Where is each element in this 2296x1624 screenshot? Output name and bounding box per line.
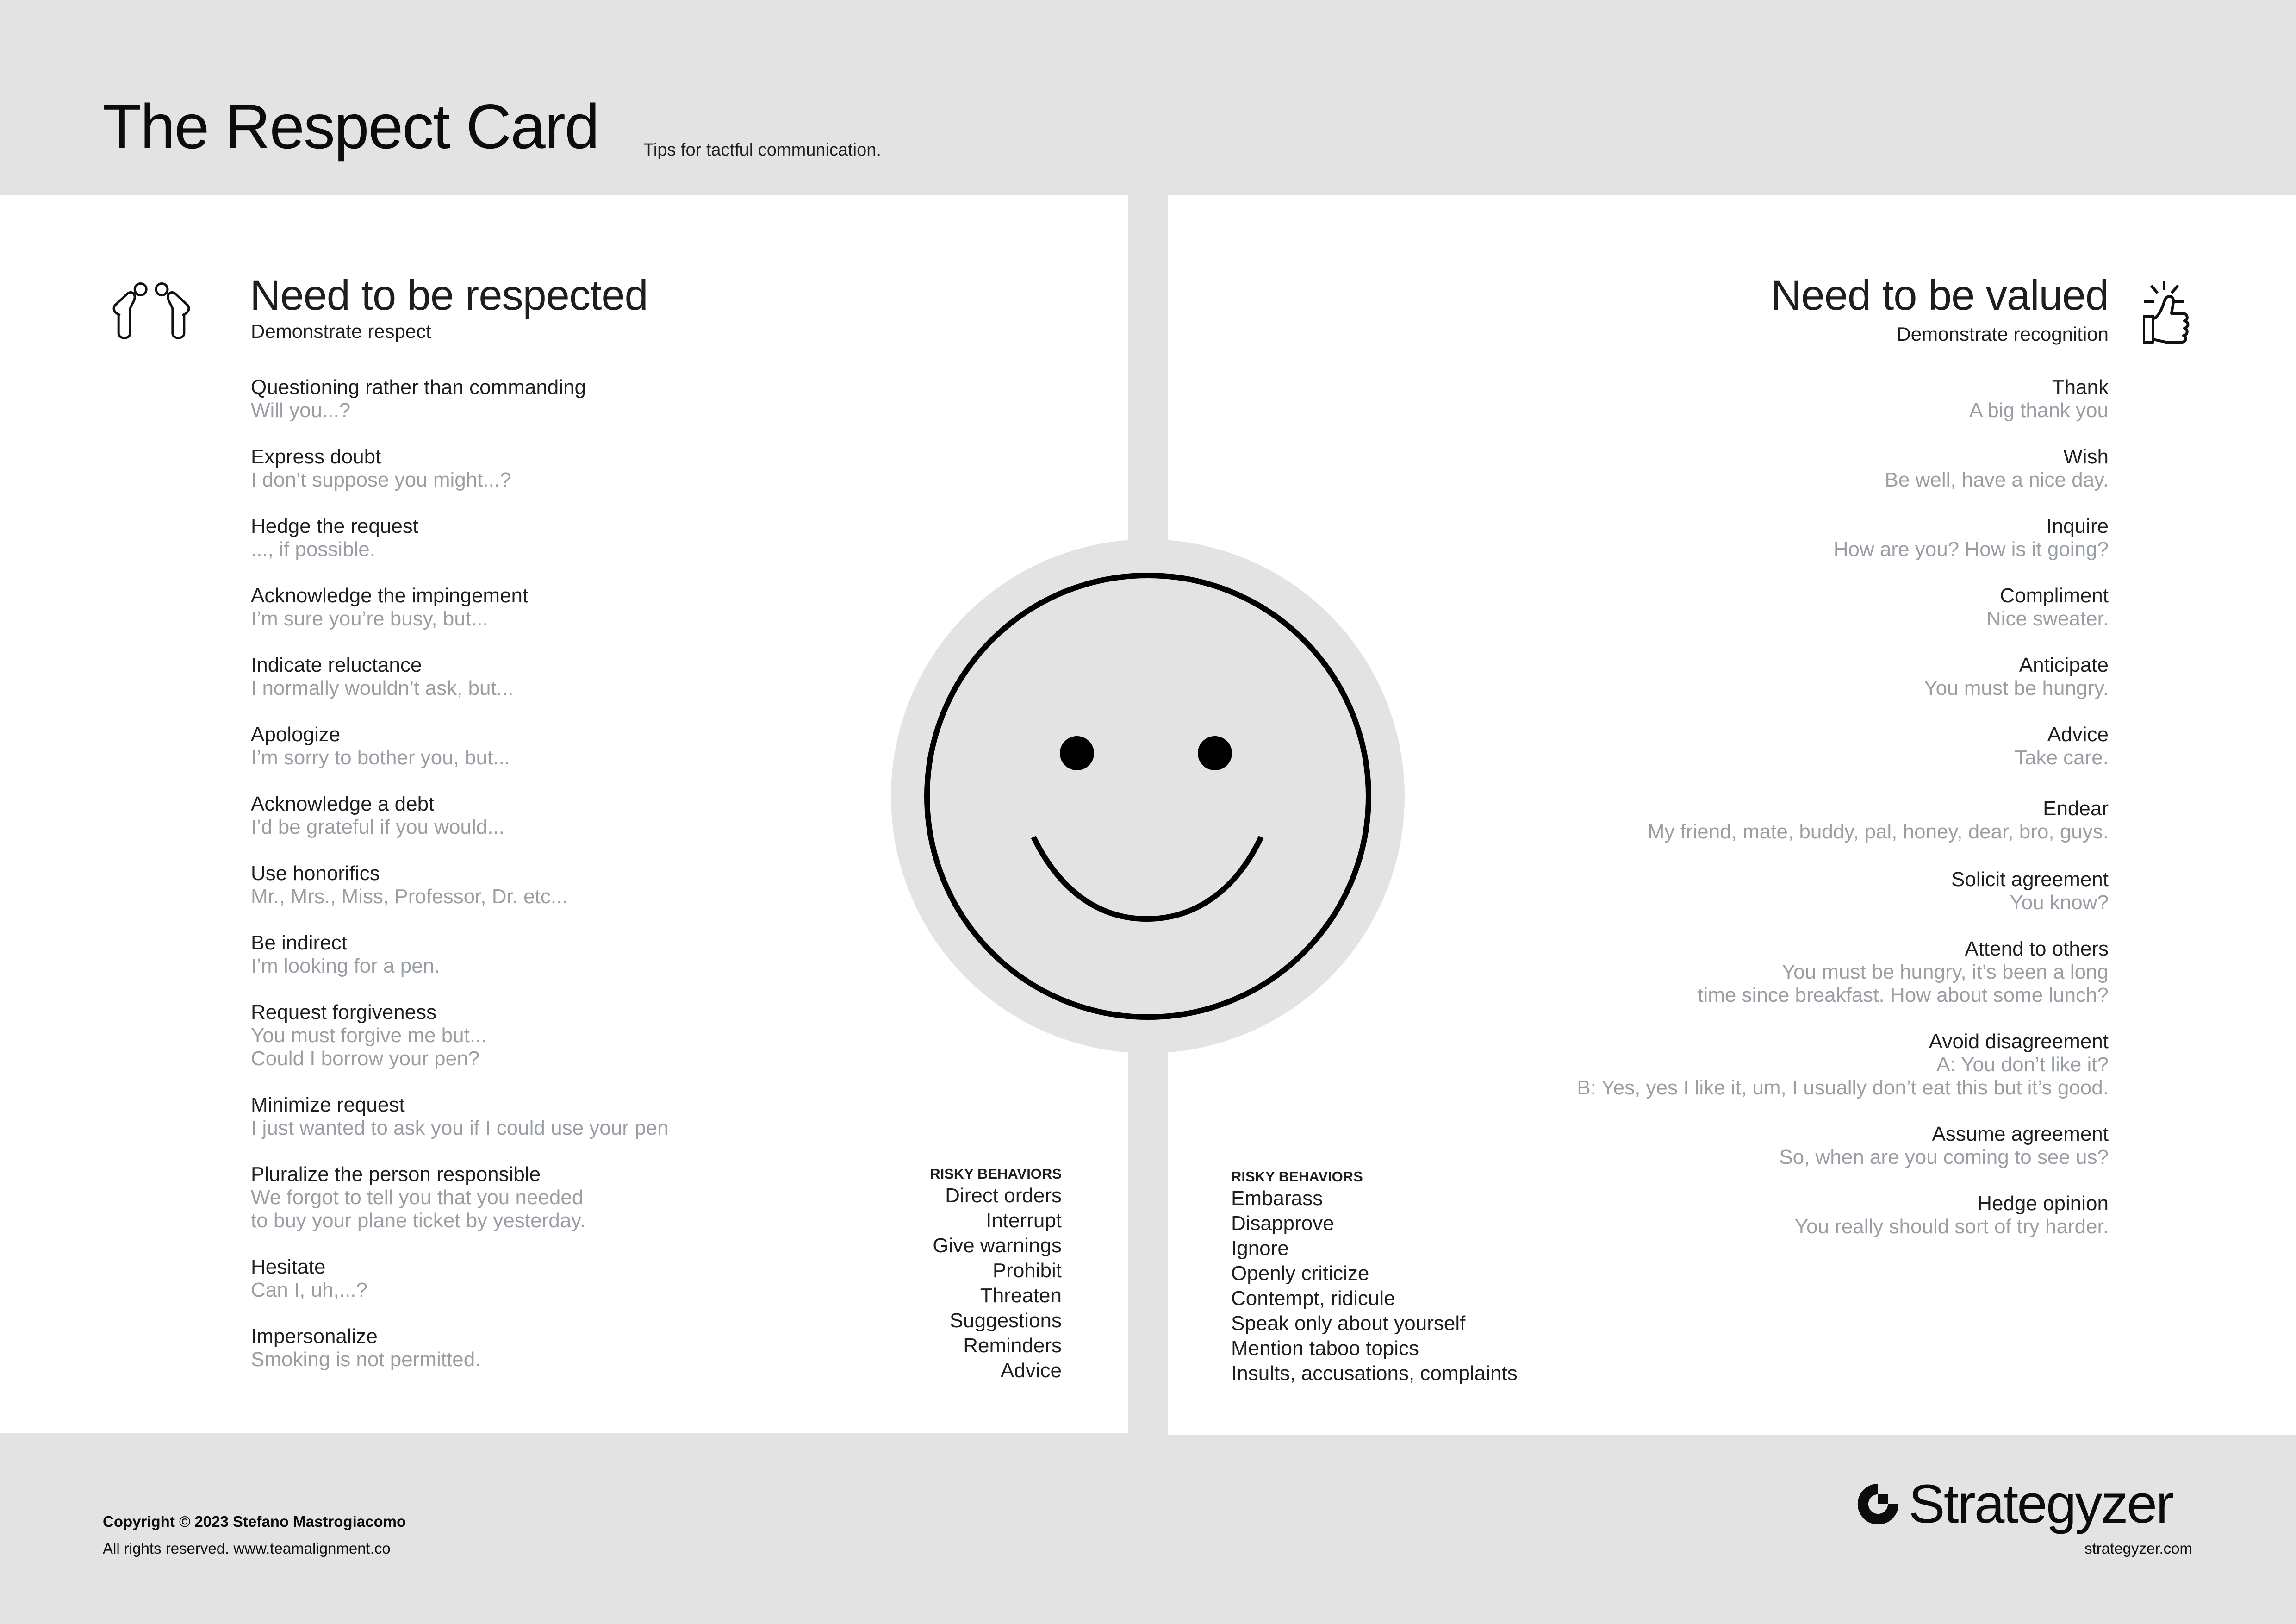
risky-item: Reminders	[963, 1334, 1062, 1357]
risky-item: Give warnings	[933, 1234, 1062, 1257]
copyright-text: Copyright © 2023 Stefano Mastrogiacomo	[103, 1513, 406, 1530]
risky-item: Openly criticize	[1231, 1262, 1369, 1285]
thumbs-up-icon	[2143, 280, 2198, 345]
list-item: Endear My friend, mate, buddy, pal, honey, dear, bro, guys.	[1647, 797, 2109, 843]
list-item: Hedge opinion You really should sort of try harder.	[1794, 1192, 2109, 1238]
list-item: Be indirect I’m looking for a pen.	[251, 931, 440, 977]
risky-heading: RISKY BEHAVIORS	[930, 1166, 1062, 1182]
page-subtitle: Tips for tactful communication.	[643, 140, 881, 160]
brand-url: strategyzer.com	[2084, 1540, 2192, 1557]
risky-item: Interrupt	[986, 1209, 1062, 1232]
list-item: Anticipate You must be hungry.	[1924, 654, 2109, 700]
list-item: Minimize request I just wanted to ask you if I could use your pen	[251, 1093, 669, 1139]
smiley-face-icon	[891, 539, 1405, 1053]
valued-title: Need to be valued	[1771, 272, 2109, 319]
respect-risky-behaviors	[930, 1165, 1062, 1383]
list-item: Wish Be well, have a nice day.	[1885, 445, 2109, 491]
list-item: Impersonalize Smoking is not permitted.	[251, 1325, 481, 1371]
respect-subtitle: Demonstrate respect	[251, 320, 431, 342]
page-title: The Respect Card	[103, 91, 599, 162]
list-item: Use honorifics Mr., Mrs., Miss, Professor, Dr. etc...	[251, 862, 568, 908]
list-item: Indicate reluctance I normally wouldn’t ask, but...	[251, 654, 514, 700]
risky-item: Ignore	[1231, 1237, 1289, 1260]
list-item: Solicit agreement You know?	[1951, 868, 2109, 914]
list-item: Acknowledge a debt I’d be grateful if you would...	[251, 793, 504, 838]
risky-item: Advice	[1000, 1359, 1062, 1382]
risky-item: Contempt, ridicule	[1231, 1287, 1395, 1310]
brand-name: Strategyzer	[1909, 1474, 2173, 1535]
list-item: Assume agreement So, when are you coming to see us?	[1779, 1123, 2109, 1168]
valued-subtitle: Demonstrate recognition	[1897, 323, 2109, 345]
risky-item: Disapprove	[1231, 1212, 1334, 1235]
list-item: Compliment Nice sweater.	[1986, 584, 2109, 630]
list-item: Apologize I’m sorry to bother you, but...	[251, 723, 510, 769]
risky-item: Speak only about yourself	[1231, 1312, 1466, 1335]
risky-item: Mention taboo topics	[1231, 1337, 1419, 1360]
list-item: Questioning rather than commanding Will you...?	[251, 376, 586, 422]
risky-item: Direct orders	[945, 1184, 1062, 1207]
list-item: Express doubt I don’t suppose you might...?	[251, 445, 511, 491]
list-item: Thank A big thank you	[1969, 376, 2109, 422]
list-item: Request forgiveness You must forgive me but... Could I borrow your pen?	[251, 1001, 487, 1070]
list-item: Pluralize the person responsible We forgot to tell you that you needed to buy your plane ticket by yesterday.	[251, 1163, 586, 1232]
list-item: Acknowledge the impingement I’m sure you’re busy, but...	[251, 584, 529, 630]
risky-item: Threaten	[980, 1284, 1062, 1307]
risky-item: Insults, accusations, complaints	[1231, 1362, 1518, 1385]
rights-text: All rights reserved. www.teamalignment.co	[103, 1540, 391, 1557]
risky-item: Prohibit	[992, 1259, 1062, 1282]
list-item: Inquire How are you? How is it going?	[1833, 515, 2109, 561]
list-item: Advice Take care.	[2015, 723, 2109, 769]
risky-item: Suggestions	[949, 1309, 1062, 1332]
strategyzer-mark-icon	[1856, 1482, 1900, 1526]
list-item: Hesitate Can I, uh,...?	[251, 1255, 367, 1301]
risky-item: Embarass	[1231, 1187, 1323, 1210]
strategyzer-logo	[1856, 1474, 2173, 1535]
list-item: Avoid disagreement A: You don’t like it? B: Yes, yes I like it, um, I usually don’t eat this but it’s good.	[1577, 1030, 2109, 1099]
valued-risky-behaviors	[1231, 1168, 1518, 1386]
respect-title: Need to be respected	[250, 272, 648, 319]
risky-heading: RISKY BEHAVIORS	[1231, 1168, 1363, 1185]
bowing-people-icon	[103, 275, 200, 345]
list-item: Hedge the request ..., if possible.	[251, 515, 419, 561]
list-item: Attend to others You must be hungry, it’s been a long time since breakfast. How about some lunch?	[1698, 937, 2109, 1006]
